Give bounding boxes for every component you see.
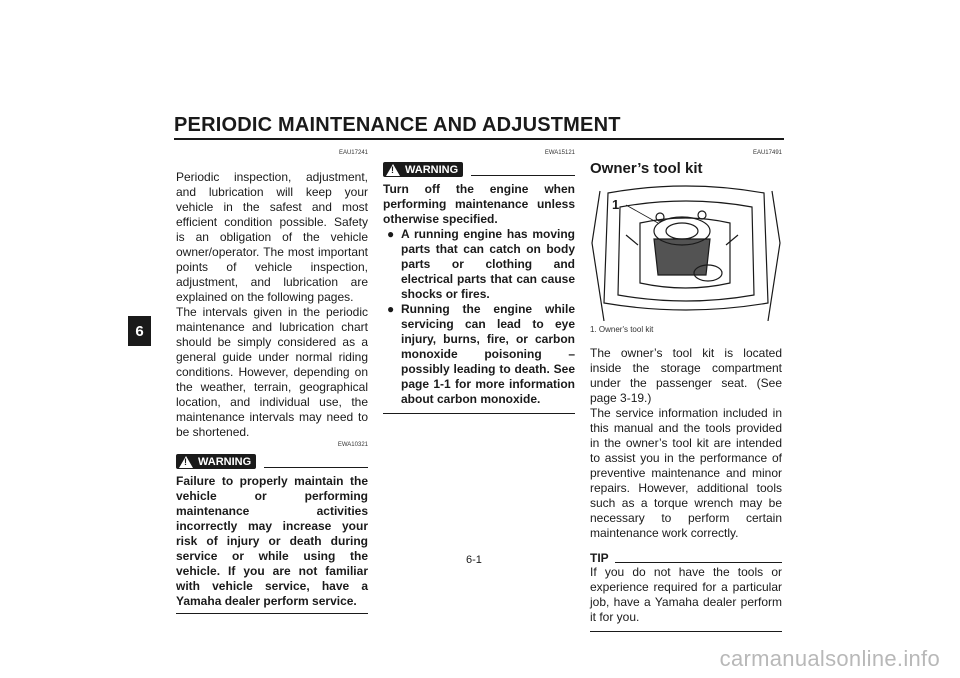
warning-code: EWA10321: [337, 442, 368, 448]
callout-number: 1: [612, 197, 620, 212]
section-heading: Owner’s tool kit: [590, 160, 703, 177]
chapter-tab: 6: [128, 316, 151, 346]
section-code: EAU17241: [338, 150, 368, 156]
watermark: carmanualsonline.info: [719, 646, 940, 671]
warning-badge: [176, 454, 256, 469]
warning-triangle-icon: !: [179, 456, 193, 468]
column-2: [383, 150, 575, 414]
warning-label: WARNING: [405, 163, 459, 176]
list-item: [383, 227, 575, 302]
intro-paragraph: Periodic inspection, adjustment, and lubrication will keep your vehicle in the safest and most efficient condition possible. Safety is an obligation of the vehicle owner/operator. The most important points of vehicle inspection, adjustment, and lubrication are explained on the following pages.: [176, 170, 368, 304]
column-1: [176, 150, 368, 614]
bullet-text: Running the engine while servicing can lead to eye injury, burns, fire, or carbon monoxide poisoning – possibly leading to death. See page 1-1 for more information about carbon monoxide.: [401, 302, 575, 406]
tip-text: If you do not have the tools or experience required for a particular job, have a Yamaha dealer perform it for you.: [590, 565, 782, 624]
bullet-text: A running engine has moving parts that can catch on body parts or clothing and electrical parts that can cause shocks or fires.: [401, 227, 575, 301]
intervals-paragraph: The intervals given in the periodic maintenance and lubrication chart should be simply considered as a general guide under normal riding conditions. However, depending on the weather, terrain, geographical location, and individual use, the maintenance intervals may need to be shortened.: [176, 305, 368, 439]
tool-kit-figure: [590, 183, 782, 321]
warning-end-rule: [383, 413, 575, 414]
tip-end-rule: [590, 631, 782, 632]
column-3: [590, 150, 782, 632]
warning-end-rule: [176, 613, 368, 614]
tip-rule: [615, 562, 782, 563]
warning-rule: [471, 175, 575, 176]
tip-label: TIP: [590, 551, 609, 565]
page-title: PERIODIC MAINTENANCE AND ADJUSTMENT: [174, 114, 621, 136]
warning-rule: [264, 467, 368, 468]
warning-header: [383, 162, 575, 177]
header-rule: [174, 138, 784, 140]
location-paragraph: The owner’s tool kit is located inside the storage compartment under the passenger seat. (See page 3-19.): [590, 346, 782, 405]
tip-header: [590, 551, 782, 565]
warning-triangle-icon: !: [386, 164, 400, 176]
figure-caption: 1. Owner's tool kit: [590, 325, 654, 334]
bullet-icon: ●: [387, 302, 395, 316]
warning-header: [176, 454, 368, 469]
warning-text: Failure to properly maintain the vehicle or performing maintenance activities incorrectly may increase your risk of injury or death during service or while using the vehicle. If you are not familiar with vehicle service, have a Yamaha dealer perform service.: [176, 474, 368, 608]
storage-compartment-illustration: [590, 183, 782, 321]
warning-code: EWA15121: [544, 150, 575, 156]
list-item: [383, 302, 575, 407]
warning-badge: [383, 162, 463, 177]
section-code: EAU17491: [752, 150, 782, 156]
bullet-icon: ●: [387, 227, 395, 241]
warning-label: WARNING: [198, 455, 252, 468]
warning-text: Turn off the engine when performing maintenance unless otherwise specified.: [383, 182, 575, 226]
page-number: 6-1: [466, 554, 482, 566]
service-info-paragraph: The service information included in this manual and the tools provided in the owner’s tool kit are intended to assist you in the performance of preventive maintenance and minor repairs. However, additional tools such as a torque wrench may be necessary to perform certain maintenance work correctly.: [590, 406, 782, 540]
